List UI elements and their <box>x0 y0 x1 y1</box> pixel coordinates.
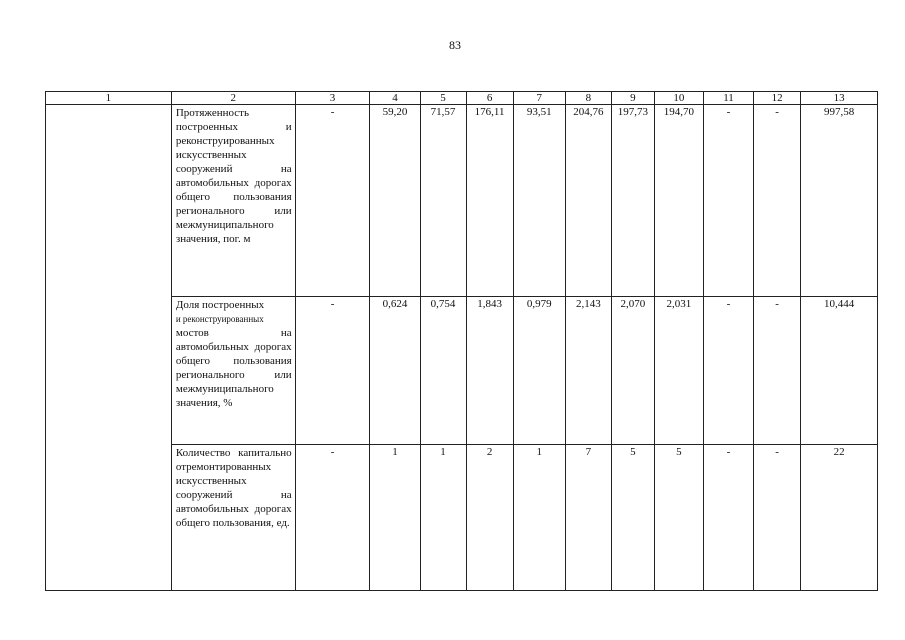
table-row <box>46 105 878 297</box>
column-header: 12 <box>754 92 801 105</box>
table-cell: 5 <box>611 445 654 591</box>
description-line: Доля построенных <box>175 299 265 311</box>
column-header: 8 <box>565 92 611 105</box>
table-cell: 2,070 <box>611 297 654 445</box>
column-header: 9 <box>611 92 654 105</box>
table-cell: 204,76 <box>565 105 611 297</box>
column-header: 13 <box>801 92 878 105</box>
header-row <box>46 92 878 105</box>
table-cell: - <box>295 105 370 297</box>
data-table <box>45 91 878 591</box>
page-number: 83 <box>449 38 461 52</box>
table-cell: 7 <box>565 445 611 591</box>
table-cell: 197,73 <box>611 105 654 297</box>
column-header: 2 <box>171 92 295 105</box>
table-cell: 176,11 <box>466 105 513 297</box>
row-description <box>171 297 295 445</box>
description-line: мостов на автомобильных дорогах общего пользования регионального или межмуниципального значения, % <box>175 327 292 409</box>
table-cell: 59,20 <box>370 105 420 297</box>
table-cell: 1,843 <box>466 297 513 445</box>
table-cell: - <box>295 445 370 591</box>
column-header: 4 <box>370 92 420 105</box>
table-cell: - <box>703 297 753 445</box>
table-cell: 0,979 <box>513 297 565 445</box>
table-cell: - <box>703 105 753 297</box>
table-cell: 93,51 <box>513 105 565 297</box>
column-header: 6 <box>466 92 513 105</box>
empty-cell-column-1 <box>46 105 172 591</box>
table-cell: 71,57 <box>420 105 466 297</box>
table-cell: - <box>754 297 801 445</box>
column-header: 3 <box>295 92 370 105</box>
table-cell: 194,70 <box>654 105 703 297</box>
row-description: Протяженность построенных и реконструированных искусственных сооружений на автомобильных дорогах общего пользования регионального или межмуниципального значения, пог. м <box>171 105 295 297</box>
column-header: 10 <box>654 92 703 105</box>
table-cell: 22 <box>801 445 878 591</box>
table-cell: 2,031 <box>654 297 703 445</box>
column-header: 7 <box>513 92 565 105</box>
column-header: 1 <box>46 92 172 105</box>
table-cell: 997,58 <box>801 105 878 297</box>
row-description: Количество капитально отремонтированных искусственных сооружений на автомобильных дорогах общего пользования, ед. <box>171 445 295 591</box>
table-cell: 0,754 <box>420 297 466 445</box>
table-cell: - <box>295 297 370 445</box>
table-cell: 2 <box>466 445 513 591</box>
column-header: 5 <box>420 92 466 105</box>
table-cell: 1 <box>513 445 565 591</box>
table-cell: 2,143 <box>565 297 611 445</box>
table-cell: 5 <box>654 445 703 591</box>
table-cell: - <box>754 445 801 591</box>
column-header: 11 <box>703 92 753 105</box>
table-cell: - <box>703 445 753 591</box>
table-cell: 1 <box>420 445 466 591</box>
table-cell: 0,624 <box>370 297 420 445</box>
description-line: и реконструированных <box>175 314 264 324</box>
table-cell: 10,444 <box>801 297 878 445</box>
table-cell: 1 <box>370 445 420 591</box>
table-cell: - <box>754 105 801 297</box>
